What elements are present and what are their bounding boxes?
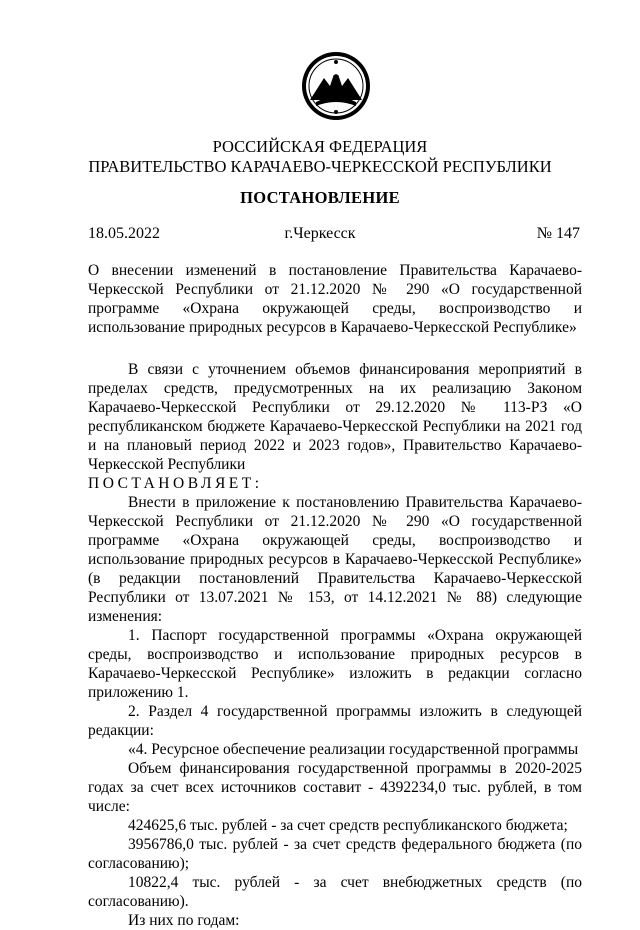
paragraph-regional-budget: 424625,6 тыс. рублей - за счет средств республиканского бюджета; xyxy=(128,817,568,834)
document-date: 18.05.2022 xyxy=(88,225,160,242)
header-country: РОССИЙСКАЯ ФЕДЕРАЦИЯ xyxy=(212,137,428,156)
header-government: ПРАВИТЕЛЬСТВО КАРАЧАЕВО-ЧЕРКЕССКОЙ РЕСПУБЛИКИ xyxy=(88,157,552,176)
paragraph-section-4-title: «4. Ресурсное обеспечение реализации государственной программы xyxy=(128,741,579,758)
paragraph-amendment: Внести в приложение к постановлению Правительства Карачаево-Черкесской Республики от 21.12.2020 № 290 «О государственной программе «Охрана окружающей среды, воспроизводство и использование природных ресурсов в Карачаево-Черкесской Республике» (в редакции постановлений Правительства Карачаево-Черкесской Республики от 13.07.2021 № 153, от 14.12.2021 № 88) следующие изменения: xyxy=(88,494,582,625)
document-number: № 147 xyxy=(536,225,580,242)
document-subject: О внесении изменений в постановление Правительства Карачаево-Черкесской Республики от 21.12.2020 № 290 «О государственной программе «Охрана окружающей среды, воспроизводство и использование природных ресурсов в Карачаево-Черкесской Республике» xyxy=(88,262,582,336)
paragraph-item-2: 2. Раздел 4 государственной программы изложить в следующей редакции: xyxy=(88,703,582,739)
decree-word: ПОСТАНОВЛЯЕТ: xyxy=(88,475,263,492)
document-body xyxy=(88,360,582,930)
coat-of-arms-emblem xyxy=(300,50,372,122)
document-type-title: ПОСТАНОВЛЕНИЕ xyxy=(240,188,400,207)
paragraph-item-1: 1. Паспорт государственной программы «Охрана окружающей среды, воспроизводство и использование природных ресурсов в Карачаево-Черкесской Республике» изложить в редакции согласно приложению 1. xyxy=(88,627,582,701)
paragraph-by-years: Из них по годам: xyxy=(128,912,240,929)
paragraph-preamble: В связи с уточнением объемов финансирования мероприятий в пределах средств, предусмотренных на их реализацию Законом Карачаево-Черкесской Республики от 29.12.2020 № 113-РЗ «О республиканском бюджете Карачаево-Черкесской Республики на 2021 год и на плановый период 2022 и 2023 годов», Правительство Карачаево-Черкесской Республики xyxy=(88,361,582,473)
document-city: г.Черкесск xyxy=(284,225,356,242)
paragraph-total-funding: Объем финансирования государственной программы в 2020-2025 годах за счет всех источников составит - 4392234,0 тыс. рублей, в том числе: xyxy=(88,760,582,815)
paragraph-extrabudgetary: 10822,4 тыс. рублей - за счет внебюджетных средств (по согласованию). xyxy=(88,874,582,910)
paragraph-federal-budget: 3956786,0 тыс. рублей - за счет средств федерального бюджета (по согласованию); xyxy=(88,836,582,872)
